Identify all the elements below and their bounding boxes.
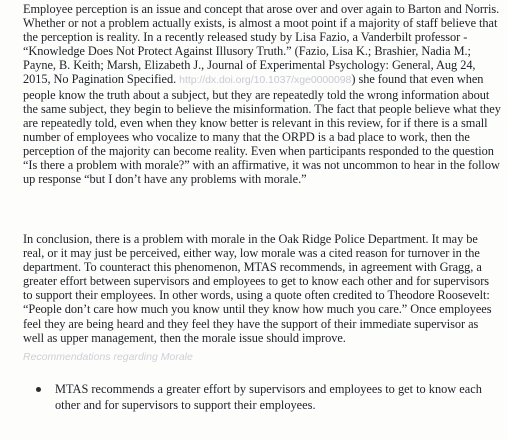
paragraph-text: Employee perception is an issue and concept that arose over and over again to Barton and Norris. Whether or not a problem actually exists, is almost a moot point if a majority of staff believe that the perception is reality. In a recently released study by Lisa Fazio, a Vanderbilt professor - “Knowledge Does Not Protect Against Illusory Truth.” (Fazio, Lisa K.; Brashier, Nadia M.; Payne, B. Keith; Marsh, Elizabeth J., Journal of Experimental Psychology: General, Aug 24, 2015, No Pagination Specified. <box>23 2 500 87</box>
bullet-text: MTAS recommends a greater effort by supervisors and employees to get to know each other and for supervisors to support their employees. <box>55 382 482 412</box>
paragraph-employee-perception <box>23 2 501 186</box>
section-heading-recommendations: Recommendations regarding Morale <box>23 351 193 363</box>
paragraph-text-continued: ) she found that even when people know the truth about a subject, but they are repeatedly told the wrong information about the same subject, they begin to believe the misinformation. The fact that people believe what they are repeatedly told, even when they know better is relevant in this review, for if there is a small number of employees who vocalize to many that the ORPD is a bad place to work, then the perception of the majority can become reality. Even when participants responded to the question “Is there a problem with morale?” with an affirmative, it was not uncommon to hear in the follow up response “but I don’t have any problems with morale.” <box>23 72 501 187</box>
citation-link[interactable]: http://dx.doi.org/10.1037/xge0000098 <box>179 74 352 87</box>
paragraph-conclusion: In conclusion, there is a problem with morale in the Oak Ridge Police Department. It may be real, or it may just be perceived, either way, low morale was a cited reason for turnover in the department. To counteract this phenomenon, MTAS recommends, in agreement with Gragg, a greater effort between supervisors and employees to get to know each other and for supervisors to support their employees. In other words, using a quote often credited to Theodore Roosevelt: “People don’t care how much you know until they know how much you care.” Once employees feel they are being heard and they feel they have the support of their immediate supervisor as well as upper management, then the morale issue should improve. <box>23 232 492 345</box>
bullet-list-item <box>22 381 502 413</box>
bullet-icon <box>36 387 41 392</box>
